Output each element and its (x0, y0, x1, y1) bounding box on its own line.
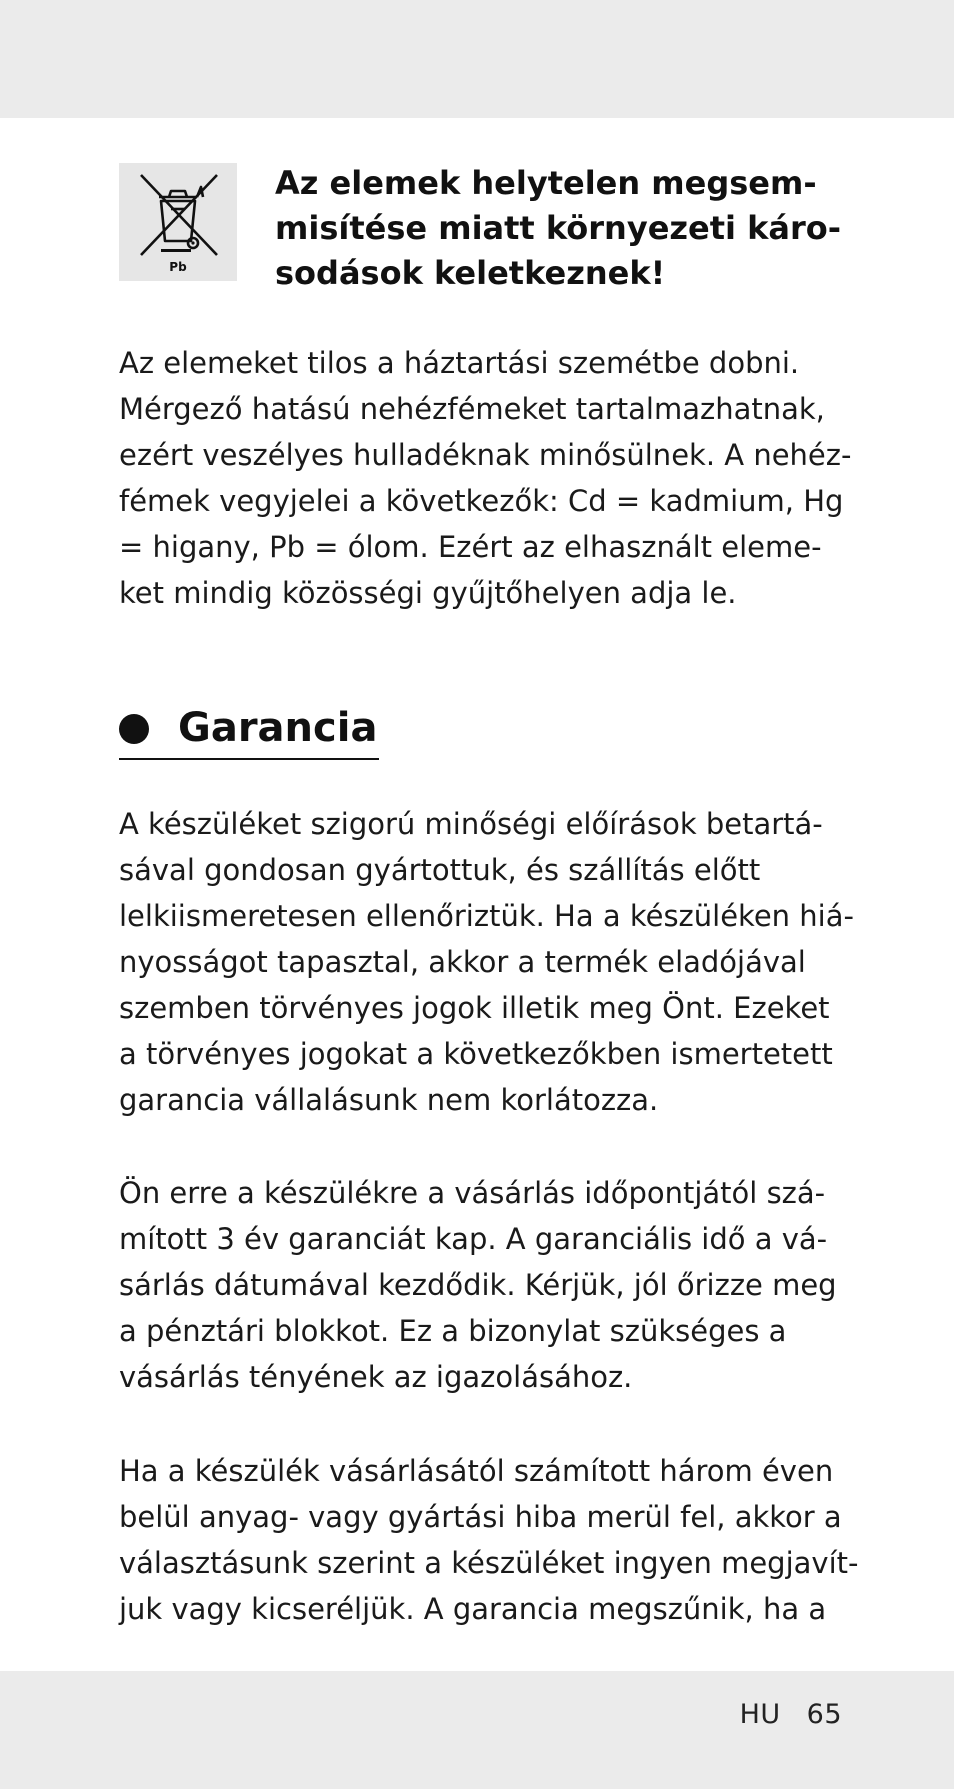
text-line: sárlás dátumával kezdődik. Kérjük, jól őrizze meg (119, 1268, 837, 1302)
text-line: garancia vállalásunk nem korlátozza. (119, 1083, 659, 1117)
text-line: választásunk szerint a készüléket ingyen megjavít- (119, 1546, 859, 1580)
top-margin-band (0, 0, 954, 118)
battery-disposal-warning (119, 161, 842, 292)
text-line: Ön erre a készülékre a vásárlás időpontjától szá- (119, 1176, 826, 1210)
warranty-paragraph-3 (119, 1448, 859, 1632)
section-title: Garancia (178, 705, 378, 751)
warning-heading (275, 161, 855, 296)
text-line: vásárlás tényének az igazolásához. (119, 1360, 633, 1394)
text-line: szemben törvényes jogok illetik meg Önt. Ezeket (119, 991, 830, 1025)
text-line: belül anyag- vagy gyártási hiba merül fel, akkor a (119, 1500, 842, 1534)
warranty-paragraph-1 (119, 801, 854, 1123)
bullet-icon (119, 714, 149, 744)
bottom-margin-band (0, 1671, 954, 1789)
warning-line: Az elemek helytelen megsem- (275, 164, 817, 202)
warranty-paragraph-2 (119, 1170, 854, 1400)
text-line: ezért veszélyes hulladéknak minősülnek. A nehéz- (119, 438, 852, 472)
text-line: mított 3 év garanciát kap. A garanciális idő a vá- (119, 1222, 828, 1256)
text-line: lelkiismeretesen ellenőriztük. Ha a készüléken hiá- (119, 899, 854, 933)
page-footer (740, 1699, 842, 1730)
text-line: ket mindig közösségi gyűjtőhelyen adja le. (119, 576, 737, 610)
text-line: = higany, Pb = ólom. Ezért az elhasznált eleme- (119, 530, 822, 564)
page-number: 65 (806, 1699, 842, 1730)
text-line: Ha a készülék vásárlásától számított három éven (119, 1454, 834, 1488)
warning-line: misítése miatt környezeti káro- (275, 209, 842, 247)
text-line: a pénztári blokkot. Ez a bizonylat szükséges a (119, 1314, 787, 1348)
text-line: A készüléket szigorú minőségi előírások betartá- (119, 807, 823, 841)
warning-line: sodások keletkeznek! (275, 254, 666, 292)
text-line: Mérgező hatású nehézfémeket tartalmazhatnak, (119, 392, 825, 426)
section-heading-garancia (119, 700, 379, 760)
text-line: a törvényes jogokat a következőkben ismertetett (119, 1037, 833, 1071)
text-line: fémek vegyjelei a következők: Cd = kadmium, Hg (119, 484, 844, 518)
crossed-out-wheelie-bin-icon (119, 163, 237, 281)
battery-disposal-paragraph (119, 340, 854, 616)
text-line: Az elemeket tilos a háztartási szemétbe dobni. (119, 346, 800, 380)
pb-mark: Pb (169, 260, 187, 274)
text-line: juk vagy kicseréljük. A garancia megszűnik, ha a (119, 1592, 827, 1626)
language-code: HU (739, 1699, 781, 1730)
text-line: nyosságot tapasztal, akkor a termék eladójával (119, 945, 806, 979)
text-line: sával gondosan gyártottuk, és szállítás előtt (119, 853, 761, 887)
